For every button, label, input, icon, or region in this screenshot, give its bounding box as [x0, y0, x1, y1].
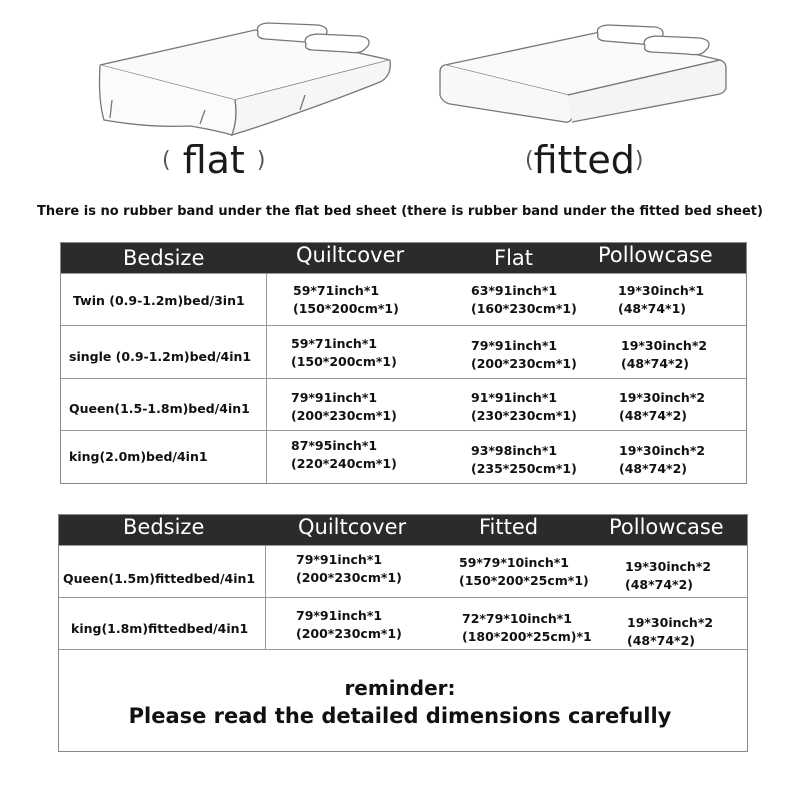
header-quiltcover: Quiltcover — [296, 243, 405, 267]
fitted-sheet-cell: 72*79*10inch*1 (180*200*25cm)*1 — [462, 611, 592, 644]
pillowcase-cell: 19*30inch*2 (48*74*2) — [625, 559, 712, 592]
flat-sheet-cell: 91*91inch*1 (230*230cm*1) — [471, 390, 577, 423]
quiltcover-cell: 79*91inch*1 (200*230cm*1) — [291, 390, 397, 423]
table-row — [61, 325, 746, 379]
header-quiltcover: Quiltcover — [298, 515, 407, 539]
fitted-sheet-bed-illustration — [440, 25, 726, 122]
flat-caption: ( flat ) — [162, 138, 266, 182]
bedsize-cell: king(1.8m)fittedbed/4in1 — [71, 621, 249, 636]
header-pillowcase: Pollowcase — [598, 243, 713, 267]
fitted-caption: (fitted) — [525, 138, 644, 182]
header-bedsize: Bedsize — [123, 515, 205, 539]
pillowcase-cell: 19*30inch*2 (48*74*2) — [627, 615, 714, 648]
header-bedsize: Bedsize — [123, 246, 205, 270]
flat-sheet-cell: 93*98inch*1 (235*250cm*1) — [471, 443, 577, 476]
table-row — [59, 545, 747, 598]
quiltcover-cell: 87*95inch*1 (220*240cm*1) — [291, 438, 397, 471]
quiltcover-cell: 59*71inch*1 (150*200cm*1) — [291, 336, 397, 369]
fitted-sheet-cell: 59*79*10inch*1 (150*200*25cm*1) — [459, 555, 589, 588]
pillowcase-cell: 19*30inch*2 (48*74*2) — [619, 390, 706, 423]
flat-size-table — [60, 242, 747, 484]
reminder-title: reminder: — [344, 676, 456, 700]
flat-sheet-cell: 79*91inch*1 (200*230cm*1) — [471, 338, 577, 371]
header-pillowcase: Pollowcase — [609, 515, 724, 539]
flat-sheet-cell: 63*91inch*1 (160*230cm*1) — [471, 283, 577, 316]
quiltcover-cell: 79*91inch*1 (200*230cm*1) — [296, 552, 402, 585]
table-header — [59, 515, 747, 545]
bedsize-cell: king(2.0m)bed/4in1 — [69, 449, 208, 464]
pillowcase-cell: 19*30inch*2 (48*74*2) — [621, 338, 708, 371]
quiltcover-cell: 59*71inch*1 (150*200cm*1) — [293, 283, 399, 316]
pillowcase-cell: 19*30inch*2 (48*74*2) — [619, 443, 706, 476]
bed-illustrations — [0, 0, 800, 190]
quiltcover-cell: 79*91inch*1 (200*230cm*1) — [296, 608, 402, 641]
reminder-section — [59, 649, 747, 752]
rubber-band-note: There is no rubber band under the flat bed sheet (there is rubber band under the fitted bed sheet) — [37, 204, 763, 219]
table-row — [59, 597, 747, 650]
bedsize-cell: Twin (0.9-1.2m)bed/3in1 — [73, 293, 245, 308]
bedsize-cell: Queen(1.5m)fittedbed/4in1 — [63, 571, 256, 586]
table-row — [61, 430, 746, 484]
bedsize-cell: Queen(1.5-1.8m)bed/4in1 — [69, 401, 250, 416]
header-fitted: Fitted — [479, 515, 539, 539]
table-header — [61, 243, 746, 273]
table-row — [61, 273, 746, 326]
flat-sheet-bed-illustration — [100, 23, 391, 135]
pillowcase-cell: 19*30inch*1 (48*74*1) — [618, 283, 705, 316]
reminder-text: Please read the detailed dimensions carefully — [128, 704, 672, 728]
table-row — [61, 378, 746, 431]
bedsize-cell: single (0.9-1.2m)bed/4in1 — [69, 349, 252, 364]
header-flat: Flat — [494, 246, 534, 270]
